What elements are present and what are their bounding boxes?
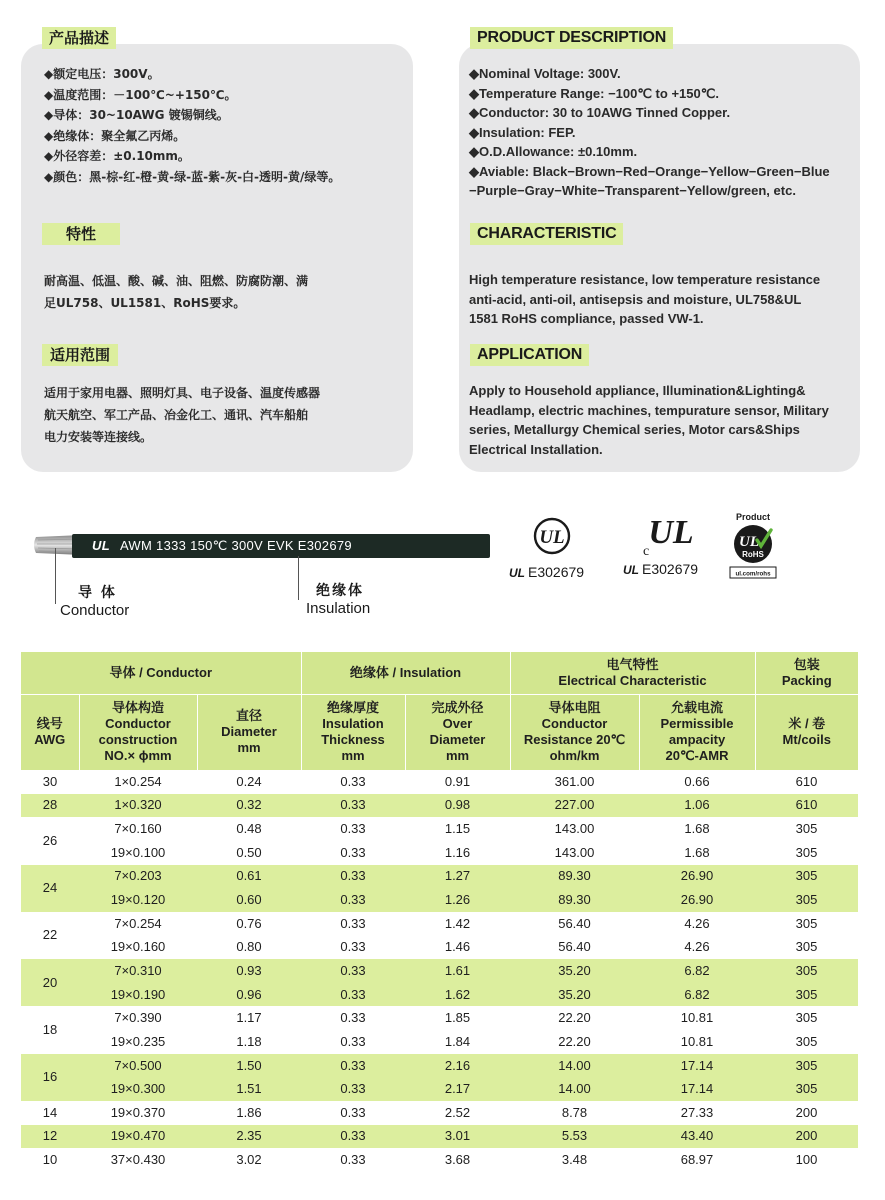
- awg-cell: 18: [42, 1022, 58, 1038]
- text-line: anti-acid, anti-oil, antisepsis and moisture, UL758&UL: [469, 291, 802, 307]
- table-cell: 0.96: [197, 983, 301, 1007]
- table-row: [21, 959, 858, 983]
- table-cell: 7×0.254: [114, 915, 162, 931]
- table-cell: 0.33: [340, 1152, 366, 1168]
- table-cell: 7×0.160: [114, 821, 162, 837]
- table-cell: 305: [795, 844, 818, 860]
- table-cell: 0.66: [684, 774, 710, 790]
- table-cell: 2.35: [197, 1125, 301, 1149]
- table-cell: 7×0.390: [114, 1010, 162, 1026]
- table-cell: 610: [755, 794, 858, 818]
- table-row: [21, 865, 858, 889]
- table-cell: 6.82: [639, 983, 755, 1007]
- table-cell: 0.50: [236, 844, 262, 860]
- text-line: ◆颜色：黑-棕-红-橙-黄-绿-蓝-紫-灰-白-透明-黄/绿等。: [44, 169, 341, 184]
- table-cell: 4.26: [684, 915, 710, 931]
- text-line: ◆O.D.Allowance: ±0.10mm.: [469, 144, 638, 159]
- table-cell: 0.33: [340, 821, 366, 837]
- conductor-pointer-line: [55, 548, 56, 604]
- column-header: 导体构造 Conductor construction NO.× ϕmm: [79, 694, 197, 770]
- cn-application-title: 适用范围: [42, 344, 118, 366]
- table-cell: 0.33: [301, 1054, 405, 1078]
- text-line: ◆Temperature Range: −100℃ to +150℃.: [469, 85, 719, 101]
- table-cell: 0.98: [405, 794, 510, 818]
- ul-file-number-1: UL E302679: [509, 564, 585, 580]
- table-cell: 0.33: [340, 774, 366, 790]
- table-cell: 26.90: [639, 865, 755, 889]
- table-cell: 7×0.500: [79, 1054, 197, 1078]
- en-characteristic-text: [469, 270, 820, 329]
- table-cell: 10.81: [680, 1033, 714, 1049]
- table-cell: 68.97: [680, 1152, 714, 1168]
- text-line: ◆Conductor: 30 to 10AWG Tinned Copper.: [469, 105, 731, 120]
- table-row: [21, 935, 858, 959]
- table-cell: 2.52: [444, 1104, 471, 1120]
- awg-cell: 14: [42, 1104, 58, 1120]
- table-cell: 4.26: [684, 939, 710, 955]
- text-line: 适用于家用电器、照明灯具、电子设备、温度传感器: [44, 386, 321, 400]
- table-cell: 1.85: [444, 1010, 471, 1026]
- table-cell: 200: [755, 1125, 858, 1149]
- ul-mini-mark-1: UL: [509, 566, 525, 580]
- table-cell: 37×0.430: [110, 1152, 166, 1168]
- table-cell: 19×0.470: [79, 1125, 197, 1149]
- electrical-group-header: 电气特性 Electrical Characteristic: [510, 652, 755, 694]
- table-cell: 0.76: [236, 915, 262, 931]
- text-line: 航天航空、军工产品、冶金化工、通讯、汽车船舶: [44, 408, 309, 422]
- text-line: ◆Aviable: Black−Brown−Red−Orange−Yellow−Green−Blue: [469, 163, 830, 179]
- awg-cell: 10: [42, 1152, 58, 1168]
- en-characteristic-title: CHARACTERISTIC: [470, 223, 623, 245]
- text-line: Headlamp, electric machines, tempurature sensor, Military: [469, 402, 829, 418]
- table-cell: 5.53: [510, 1125, 639, 1149]
- awg-cell: 16: [21, 1054, 79, 1101]
- text-line: ◆Insulation: FEP.: [469, 124, 576, 140]
- table-row: [21, 1054, 858, 1078]
- awg-cell: 26: [42, 832, 58, 848]
- text-line: 电力安装等连接线。: [44, 430, 153, 444]
- ul-file-number-2: UL E302679: [623, 561, 699, 577]
- table-cell: 17.14: [639, 1054, 755, 1078]
- table-cell: 14.00: [510, 1077, 639, 1101]
- table-cell: 0.33: [301, 1125, 405, 1149]
- table-cell: 10.81: [680, 1010, 714, 1026]
- table-cell: 1.26: [405, 888, 510, 912]
- table-cell: 305: [755, 959, 858, 983]
- column-header: 直径 Diameter mm: [197, 694, 301, 770]
- column-header: 允载电流 Permissible ampacity 20℃-AMR: [639, 694, 755, 770]
- column-header: 线号 AWG: [21, 694, 79, 770]
- rohs-product-text: Product: [735, 512, 771, 522]
- text-line: 耐高温、低温、酸、碱、油、阻燃、防腐防潮、满: [44, 274, 309, 288]
- table-cell: 305: [795, 1033, 818, 1049]
- table-row: [21, 1125, 858, 1149]
- table-cell: 19×0.300: [79, 1077, 197, 1101]
- awg-cell: 24: [21, 865, 79, 912]
- text-line: ◆温度范围：－100℃~+150℃。: [44, 87, 237, 102]
- table-cell: 0.24: [236, 774, 262, 790]
- table-cell: 1.06: [639, 794, 755, 818]
- text-line: High temperature resistance, low temperature resistance: [469, 272, 821, 287]
- table-cell: 1.46: [444, 939, 471, 955]
- table-cell: 305: [795, 915, 818, 931]
- table-cell: 1.27: [405, 865, 510, 889]
- table-cell: 0.91: [444, 774, 471, 790]
- table-cell: 1.86: [236, 1104, 262, 1120]
- text-line: ◆外径容差：±0.10mm。: [44, 149, 190, 164]
- column-header: 导体电阻 Conductor Resistance 20℃ ohm/km: [510, 694, 639, 770]
- column-header: 完成外径 Over Diameter mm: [405, 694, 510, 770]
- table-row: [21, 1148, 858, 1172]
- table-cell: 227.00: [510, 794, 639, 818]
- table-row: [21, 770, 858, 794]
- table-cell: 1.61: [405, 959, 510, 983]
- table-cell: 26.90: [639, 888, 755, 912]
- canada-c-letter: c: [643, 544, 650, 557]
- awg-cell: 20: [21, 959, 79, 1006]
- table-cell: 1.84: [444, 1033, 471, 1049]
- ul-mini-mark-2: UL: [623, 563, 639, 577]
- rohs-label-text: RoHS: [742, 550, 764, 559]
- ul-listed-circle-logo: [529, 516, 575, 556]
- table-cell: 0.93: [197, 959, 301, 983]
- table-cell: 19×0.100: [110, 844, 166, 860]
- table-cell: 1.51: [197, 1077, 301, 1101]
- text-line: ◆额定电压：300V。: [44, 67, 160, 81]
- ul-rohs-url: ul.com/rohs: [735, 570, 771, 578]
- awg-cell: 30: [42, 774, 58, 790]
- table-cell: 19×0.235: [110, 1033, 166, 1049]
- table-cell: 1×0.320: [79, 794, 197, 818]
- table-cell: 0.33: [301, 794, 405, 818]
- insulation-group-header: 绝缘体 / Insulation: [301, 652, 510, 694]
- table-cell: 0.33: [340, 939, 366, 955]
- table-row: [21, 888, 858, 912]
- table-row: [21, 912, 858, 936]
- table-cell: 7×0.310: [79, 959, 197, 983]
- table-cell: 1.68: [684, 844, 710, 860]
- spec-table-body: [21, 770, 858, 1172]
- table-cell: 0.33: [301, 888, 405, 912]
- table-row: [21, 1077, 858, 1101]
- table-cell: 89.30: [510, 865, 639, 889]
- table-cell: 200: [795, 1104, 818, 1120]
- table-cell: 143.00: [554, 821, 595, 837]
- table-cell: 19×0.160: [110, 939, 166, 955]
- table-cell: 0.33: [340, 1033, 366, 1049]
- table-cell: 305: [795, 1010, 818, 1026]
- table-cell: 361.00: [554, 774, 595, 790]
- table-row: [21, 983, 858, 1007]
- table-cell: 305: [795, 821, 818, 837]
- packing-group-header: 包装 Packing: [755, 652, 858, 694]
- cn-description-list: [44, 64, 340, 188]
- table-cell: 27.33: [680, 1104, 714, 1120]
- table-cell: 6.82: [639, 959, 755, 983]
- table-cell: 22.20: [558, 1010, 591, 1026]
- table-row: [21, 1101, 858, 1125]
- cn-characteristic-text: [44, 270, 308, 314]
- table-cell: 143.00: [554, 844, 595, 860]
- table-cell: 89.30: [510, 888, 639, 912]
- table-cell: 14.00: [510, 1054, 639, 1078]
- text-line: Apply to Household appliance, Illumination&Lighting&: [469, 383, 806, 398]
- table-cell: 0.33: [301, 959, 405, 983]
- text-line: 足UL758、UL1581、RoHS要求。: [44, 296, 246, 310]
- insulation-pointer-line: [298, 556, 299, 600]
- table-cell: 305: [755, 1077, 858, 1101]
- table-cell: 1.17: [236, 1010, 262, 1026]
- text-line: series, Metallurgy Chemical series, Motor cars&Ships: [469, 422, 800, 437]
- ul-circle-letters: UL: [539, 527, 565, 548]
- table-cell: 0.32: [197, 794, 301, 818]
- en-application-text: [469, 381, 829, 459]
- table-cell: 0.61: [197, 865, 301, 889]
- table-cell: 56.40: [558, 915, 591, 931]
- conductor-label-cn: 导 体: [78, 585, 117, 601]
- cn-characteristic-title: 特性: [42, 223, 120, 245]
- ul-recognized-component-logo: [637, 513, 699, 557]
- table-cell: 19×0.190: [79, 983, 197, 1007]
- table-cell: 1.15: [444, 821, 471, 837]
- table-cell: 305: [755, 1054, 858, 1078]
- column-header: 米 / 卷 Mt/coils: [755, 694, 858, 770]
- table-cell: 1×0.254: [114, 774, 162, 790]
- text-line: ◆绝缘体：聚全氟乙丙烯。: [44, 128, 186, 143]
- awg-cell: 28: [21, 794, 79, 818]
- table-cell: 3.01: [405, 1125, 510, 1149]
- table-cell: 2.17: [405, 1077, 510, 1101]
- table-cell: 56.40: [558, 939, 591, 955]
- table-cell: 0.33: [301, 983, 405, 1007]
- table-cell: 305: [795, 939, 818, 955]
- table-cell: 19×0.120: [79, 888, 197, 912]
- conductor-label: [60, 584, 130, 620]
- table-cell: 0.33: [301, 1077, 405, 1101]
- insulation-label-en: Insulation: [306, 600, 371, 617]
- text-line: 1581 RoHS compliance, passed VW-1.: [469, 311, 704, 326]
- text-line: −Purple−Gray−White−Transparent−Yellow/green, etc.: [469, 183, 796, 198]
- table-cell: 1.68: [684, 821, 710, 837]
- en-description-list: [469, 64, 830, 201]
- table-cell: 305: [755, 888, 858, 912]
- table-cell: 19×0.370: [110, 1104, 166, 1120]
- table-row: [21, 1030, 858, 1054]
- table-cell: 17.14: [639, 1077, 755, 1101]
- en-application-title: APPLICATION: [470, 344, 589, 366]
- insulation-label-cn: 绝缘体: [316, 583, 364, 599]
- awg-cell: 22: [42, 927, 58, 943]
- table-row: [21, 817, 858, 841]
- table-cell: 0.33: [340, 915, 366, 931]
- table-cell: 3.68: [444, 1152, 471, 1168]
- table-cell: 0.33: [340, 1104, 366, 1120]
- table-cell: 0.60: [197, 888, 301, 912]
- table-cell: 43.40: [639, 1125, 755, 1149]
- table-cell: 0.48: [236, 821, 262, 837]
- table-cell: 8.78: [561, 1104, 588, 1120]
- table-cell: 1.62: [405, 983, 510, 1007]
- text-line: ◆导体：30~10AWG 镀锡铜线。: [44, 108, 229, 123]
- table-cell: 1.16: [444, 844, 471, 860]
- table-cell: 3.48: [561, 1152, 588, 1168]
- column-header-row: [21, 694, 858, 770]
- table-cell: 0.33: [340, 844, 366, 860]
- ul-mini-mark: UL: [92, 538, 110, 553]
- column-header: 绝缘厚度 Insulation Thickness mm: [301, 694, 405, 770]
- awg-cell: 12: [21, 1125, 79, 1149]
- rohs-ul-letters: UL: [739, 534, 759, 550]
- table-cell: 305: [755, 865, 858, 889]
- table-row: [21, 841, 858, 865]
- cn-description-title: 产品描述: [42, 27, 116, 49]
- table-cell: 100: [795, 1152, 818, 1168]
- text-line: ◆Nominal Voltage: 300V.: [469, 66, 621, 81]
- table-cell: 22.20: [558, 1033, 591, 1049]
- ul-rohs-product-logo: [727, 510, 779, 582]
- table-cell: 2.16: [405, 1054, 510, 1078]
- insulation-label: [306, 582, 371, 618]
- table-row: [21, 794, 858, 818]
- table-cell: 0.80: [236, 939, 262, 955]
- ul-recognized-letters: UL: [648, 514, 694, 551]
- table-cell: 0.33: [301, 865, 405, 889]
- table-cell: 305: [755, 983, 858, 1007]
- cable-spec-table: [21, 652, 858, 1172]
- conductor-label-en: Conductor: [60, 602, 130, 619]
- table-cell: 3.02: [236, 1152, 262, 1168]
- table-cell: 1.42: [444, 915, 471, 931]
- conductor-group-header: 导体 / Conductor: [21, 652, 301, 694]
- cable-print-marking: [92, 538, 352, 554]
- table-cell: 1.18: [236, 1033, 262, 1049]
- text-line: Electrical Installation.: [469, 441, 603, 457]
- cable-print-text: AWM 1333 150℃ 300V EVK E302679: [119, 538, 352, 553]
- table-cell: 1.50: [197, 1054, 301, 1078]
- table-row: [21, 1006, 858, 1030]
- table-cell: 610: [795, 774, 818, 790]
- table-cell: 35.20: [510, 983, 639, 1007]
- table-cell: 7×0.203: [79, 865, 197, 889]
- en-description-title: PRODUCT DESCRIPTION: [470, 27, 673, 49]
- table-cell: 0.33: [340, 1010, 366, 1026]
- table-cell: 35.20: [510, 959, 639, 983]
- cn-application-text: [44, 382, 320, 448]
